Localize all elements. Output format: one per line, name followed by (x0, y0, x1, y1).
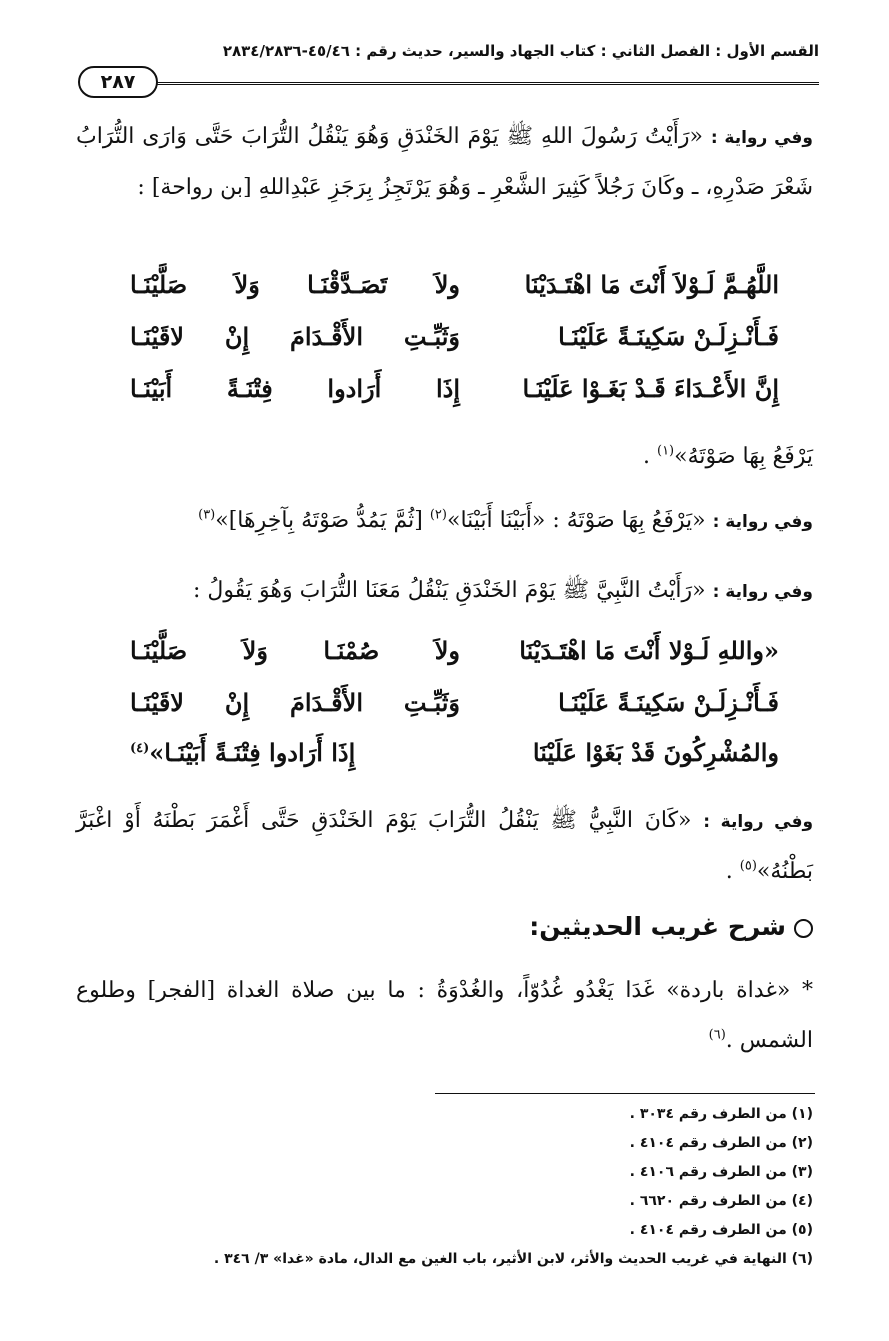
intro-paragraph (76, 112, 813, 213)
poem2-line-3 (130, 738, 779, 786)
hemistich-second: وَثَبِّـتِ الأَقْـدَامَ إِنْ لاقَيْنَـا (130, 688, 460, 717)
hemistich-first: فَـأَنْـزِلَـنْ سَكِينَـةً عَلَيْنَـا (558, 322, 779, 351)
riwaya-label: وفي رواية : (703, 812, 814, 832)
riwaya3-paragraph (76, 566, 813, 617)
poem2-line-2 (130, 688, 779, 736)
running-header: القسم الأول : الفصل الثاني : كتاب الجهاد والسير، حديث رقم : ٤٥/٤٦-٢٨٣٤/٢٨٣٦ (222, 42, 819, 60)
gharib-text: * «غداة باردة» غَدَا يَغْدُو غُدُوّاً، والغُدْوَةُ : ما بين صلاة الغداة [الفجر] وطلوع الشمس . (76, 978, 813, 1053)
riwaya2-text: «يَرْفَعُ بِهَا صَوْتَهُ : «أَبَيْنَا أَبَيْنَا» (446, 508, 706, 533)
footnote-ref-1: (١) (656, 443, 675, 459)
riwaya4-text: «كَانَ النَّبِيُّ ﷺ يَنْقُلُ التُّرَابَ يَوْمَ الخَنْدَقِ حَتَّى أَغْمَرَ بَطْنَهُ أَوْ اغْبَرَّ بَطْنُهُ» (76, 808, 813, 884)
hemistich-second-wrap (130, 738, 460, 767)
gharib-paragraph (76, 966, 813, 1066)
footnote-ref-2: (٢) (429, 507, 447, 523)
header-rule (150, 82, 819, 85)
hemistich-first: والمُشْرِكُونَ قَدْ بَغَوْا عَلَيْنَا (532, 738, 779, 767)
riwaya3-text: «رَأَيْتُ النَّبِيَّ ﷺ يَوْمَ الخَنْدَقِ يَنْقُلُ مَعَنَا التُّرَابَ وَهُوَ يَقُولُ : (193, 578, 706, 603)
riwaya-label: وفي رواية : (712, 582, 813, 602)
footnote-item: (٤) من الطرف رقم ٦٦٢٠ . (629, 1193, 813, 1209)
hemistich-second: إِذَا أَرَادوا فِتْنَـةً أَبَيْنَـا (130, 374, 460, 403)
riwaya-label: وفي رواية : (712, 512, 813, 532)
hemistich-first: «واللهِ لَـوْلا أَنْتَ مَا اهْتَـدَيْنَا (519, 636, 779, 665)
period: . (642, 444, 657, 469)
footnote-item: (٢) من الطرف رقم ٤١٠٤ . (629, 1135, 813, 1151)
footnote-separator (435, 1093, 815, 1094)
hemistich-second: ولاَ صُمْنَـا وَلاَ صَلَّيْنَـا (130, 636, 460, 665)
riwaya4-paragraph (76, 796, 813, 897)
section-heading (529, 912, 813, 941)
circle-bullet-icon (794, 919, 813, 938)
period: . (725, 859, 740, 884)
hemistich-first: اللَّهُـمَّ لَـوْلاَ أَنْتَ مَا اهْتَـدَيْنَا (524, 270, 779, 299)
poem1-line-3 (130, 374, 779, 422)
page-number-badge: ٢٨٧ (78, 66, 158, 98)
footnote-ref-6: (٦) (708, 1027, 726, 1043)
after-poem1-line (76, 432, 813, 482)
hemistich-second: ولاَ تَصَـدَّقْنَـا وَلاَ صَلَّيْنَـا (130, 270, 460, 299)
riwaya2-text2: [ثُمَّ يَمُدُّ صَوْتَهُ بِآخِرِهَا]» (215, 508, 430, 533)
section-title: شرح غريب الحديثين: (529, 912, 786, 941)
hemistich-second: إِذَا أَرَادوا فِتْنَـةً أَبَيْنَـا» (149, 738, 356, 767)
footnote-item: (١) من الطرف رقم ٣٠٣٤ . (629, 1106, 813, 1122)
poem2-line-1 (130, 636, 779, 684)
footnote-item: (٣) من الطرف رقم ٤١٠٦ . (629, 1164, 813, 1180)
poem1-line-1 (130, 270, 779, 318)
footnotes (76, 1100, 813, 1274)
footnote-item: (٥) من الطرف رقم ٤١٠٤ . (629, 1222, 813, 1238)
intro-text: «رَأَيْتُ رَسُولَ اللهِ ﷺ يَوْمَ الخَنْدَقِ وَهُوَ يَنْقُلُ التُّرَابَ حَتَّى وَارَى التُّرَابُ شَعْرَ صَدْرِهِ، ـ وكَانَ رَجُلاً كَثِيرَ الشَّعْرِ ـ وَهُوَ يَرْتَجِزُ بِرَجَزِ عَبْدِاللهِ [بن رواحة] : (76, 124, 813, 200)
after-poem1-text: يَرْفَعُ بِهَا صَوْتَهُ» (674, 444, 813, 469)
poem1-line-2 (130, 322, 779, 370)
hemistich-first: إِنَّ الأَعْـدَاءَ قَـدْ بَغَـوْا عَلَيْنَـا (522, 374, 779, 403)
riwaya-label: وفي رواية : (710, 128, 813, 148)
footnote-item: (٦) النهاية في غريب الحديث والأثر، لابن الأثير، باب الغين مع الدال، مادة «غدا» ٣/ ٣٤٦ . (213, 1251, 813, 1267)
footnote-ref-3: (٣) (198, 507, 216, 523)
footnote-ref-4: (٤) (130, 741, 150, 756)
hemistich-second: وَثَبِّـتِ الأَقْـدَامَ إِنْ لاقَيْنَـا (130, 322, 460, 351)
footnote-ref-5: (٥) (739, 858, 757, 874)
hemistich-first: فَـأَنْـزِلَـنْ سَكِينَـةً عَلَيْنَـا (558, 688, 779, 717)
riwaya2-paragraph (76, 496, 813, 547)
